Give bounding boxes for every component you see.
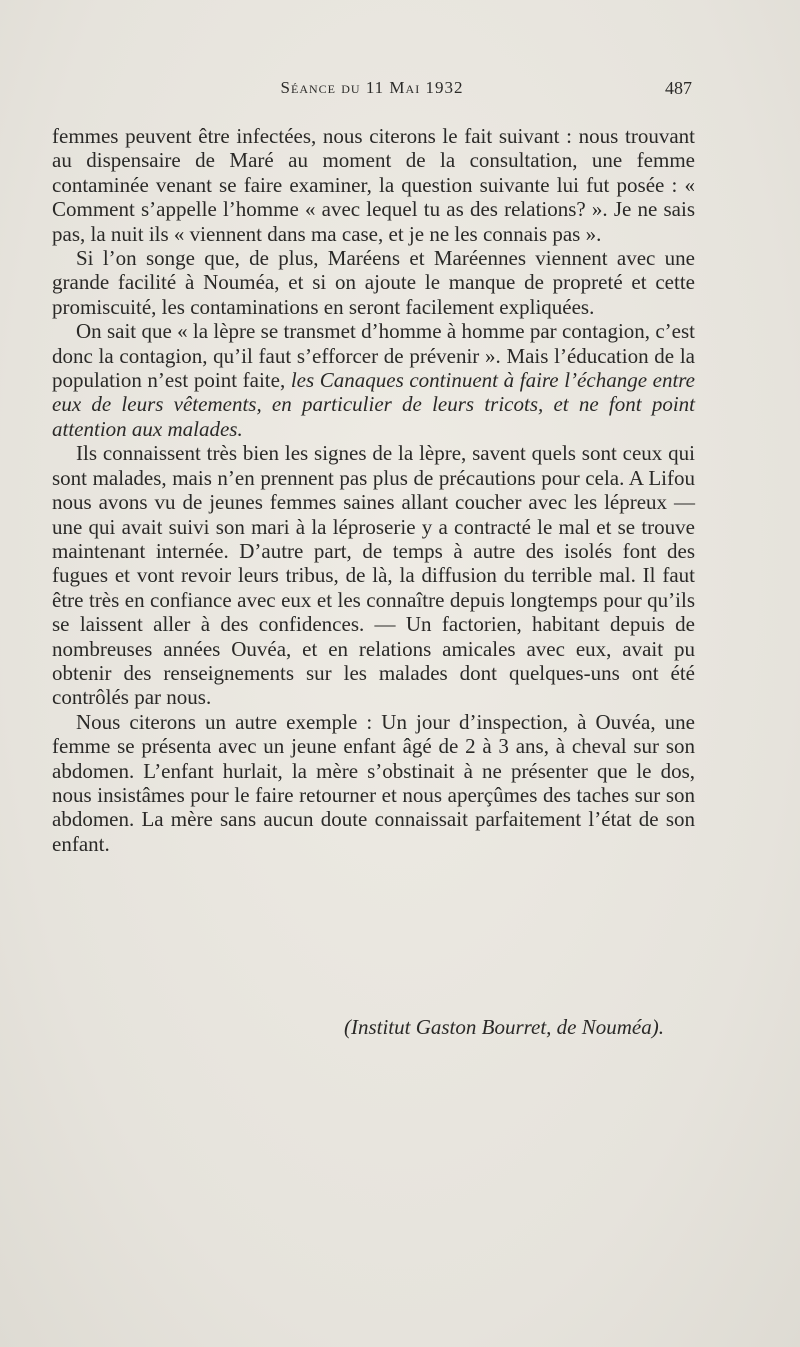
paragraph-3-italic: les Canaques continuent à faire l’échange entre eux de leurs vêtements, en particulier de leurs tricots, et ne font point attention aux malades. (52, 368, 695, 441)
paragraph-3 (52, 319, 695, 441)
body-text (52, 124, 695, 856)
paragraph-1: femmes peuvent être infectées, nous citerons le fait suivant : nous trouvant au dispensaire de Maré au moment de la consultation, une femme contaminée venant se faire examiner, la question suivante lui fut posée : « Comment s’appelle l’homme « avec lequel tu as des relations? ». Je ne sais pas, la nuit ils « viennent dans ma case, et je ne les connais pas ». (52, 124, 695, 246)
running-head: Séance du 11 Mai 1932 (280, 78, 464, 97)
paragraph-5: Nous citerons un autre exemple : Un jour d’inspection, à Ouvéa, une femme se présenta avec un jeune enfant âgé de 2 à 3 ans, à cheval sur son abdomen. L’enfant hurlait, la mère s’obstinait à ne présenter que le dos, nous insistâmes pour le faire retourner et nous aperçûmes des taches sur son abdomen. La mère sans aucun doute connaissait parfaitement l’état de son enfant. (52, 709, 695, 856)
paragraph-2: Si l’on songe que, de plus, Maréens et Maréennes viennent avec une grande facilité à Nouméa, et si on ajoute le manque de propreté et cette promiscuité, les contaminations en seront facilement expliquées. (52, 246, 695, 319)
paragraph-3-text: On sait que « la lèpre se transmet d’homme à homme par contagion, c’est donc la contagion, qu’il faut s’efforcer de prévenir ». Mais l’éducation de la population n’est point faite, (52, 319, 695, 393)
page-number: 487 (665, 78, 692, 98)
institution-signature: (Institut Gaston Bourret, de Nouméa). (343, 1015, 664, 1039)
paragraph-4: Ils connaissent très bien les signes de la lèpre, savent quels sont ceux qui sont malades, mais n’en prennent pas plus de précautions pour cela. A Lifou nous avons vu de jeunes femmes saines allant coucher avec les lépreux — une qui avait suivi son mari à la léproserie y a contracté le mal et se trouve maintenant internée. D’autre part, de temps à autre des isolés font des fugues et vont revoir leurs tribus, de là, la diffusion du terrible mal. Il faut être très en confiance avec eux et les connaître depuis longtemps pour qu’ils se laissent aller à des confidences. — Un factorien, habitant depuis de nombreuses années Ouvéa, et en relations amicales avec eux, avait pu obtenir des renseignements sur les malades dont quelques-uns ont été contrôlés par nous. (52, 441, 695, 710)
page-header (52, 78, 692, 106)
